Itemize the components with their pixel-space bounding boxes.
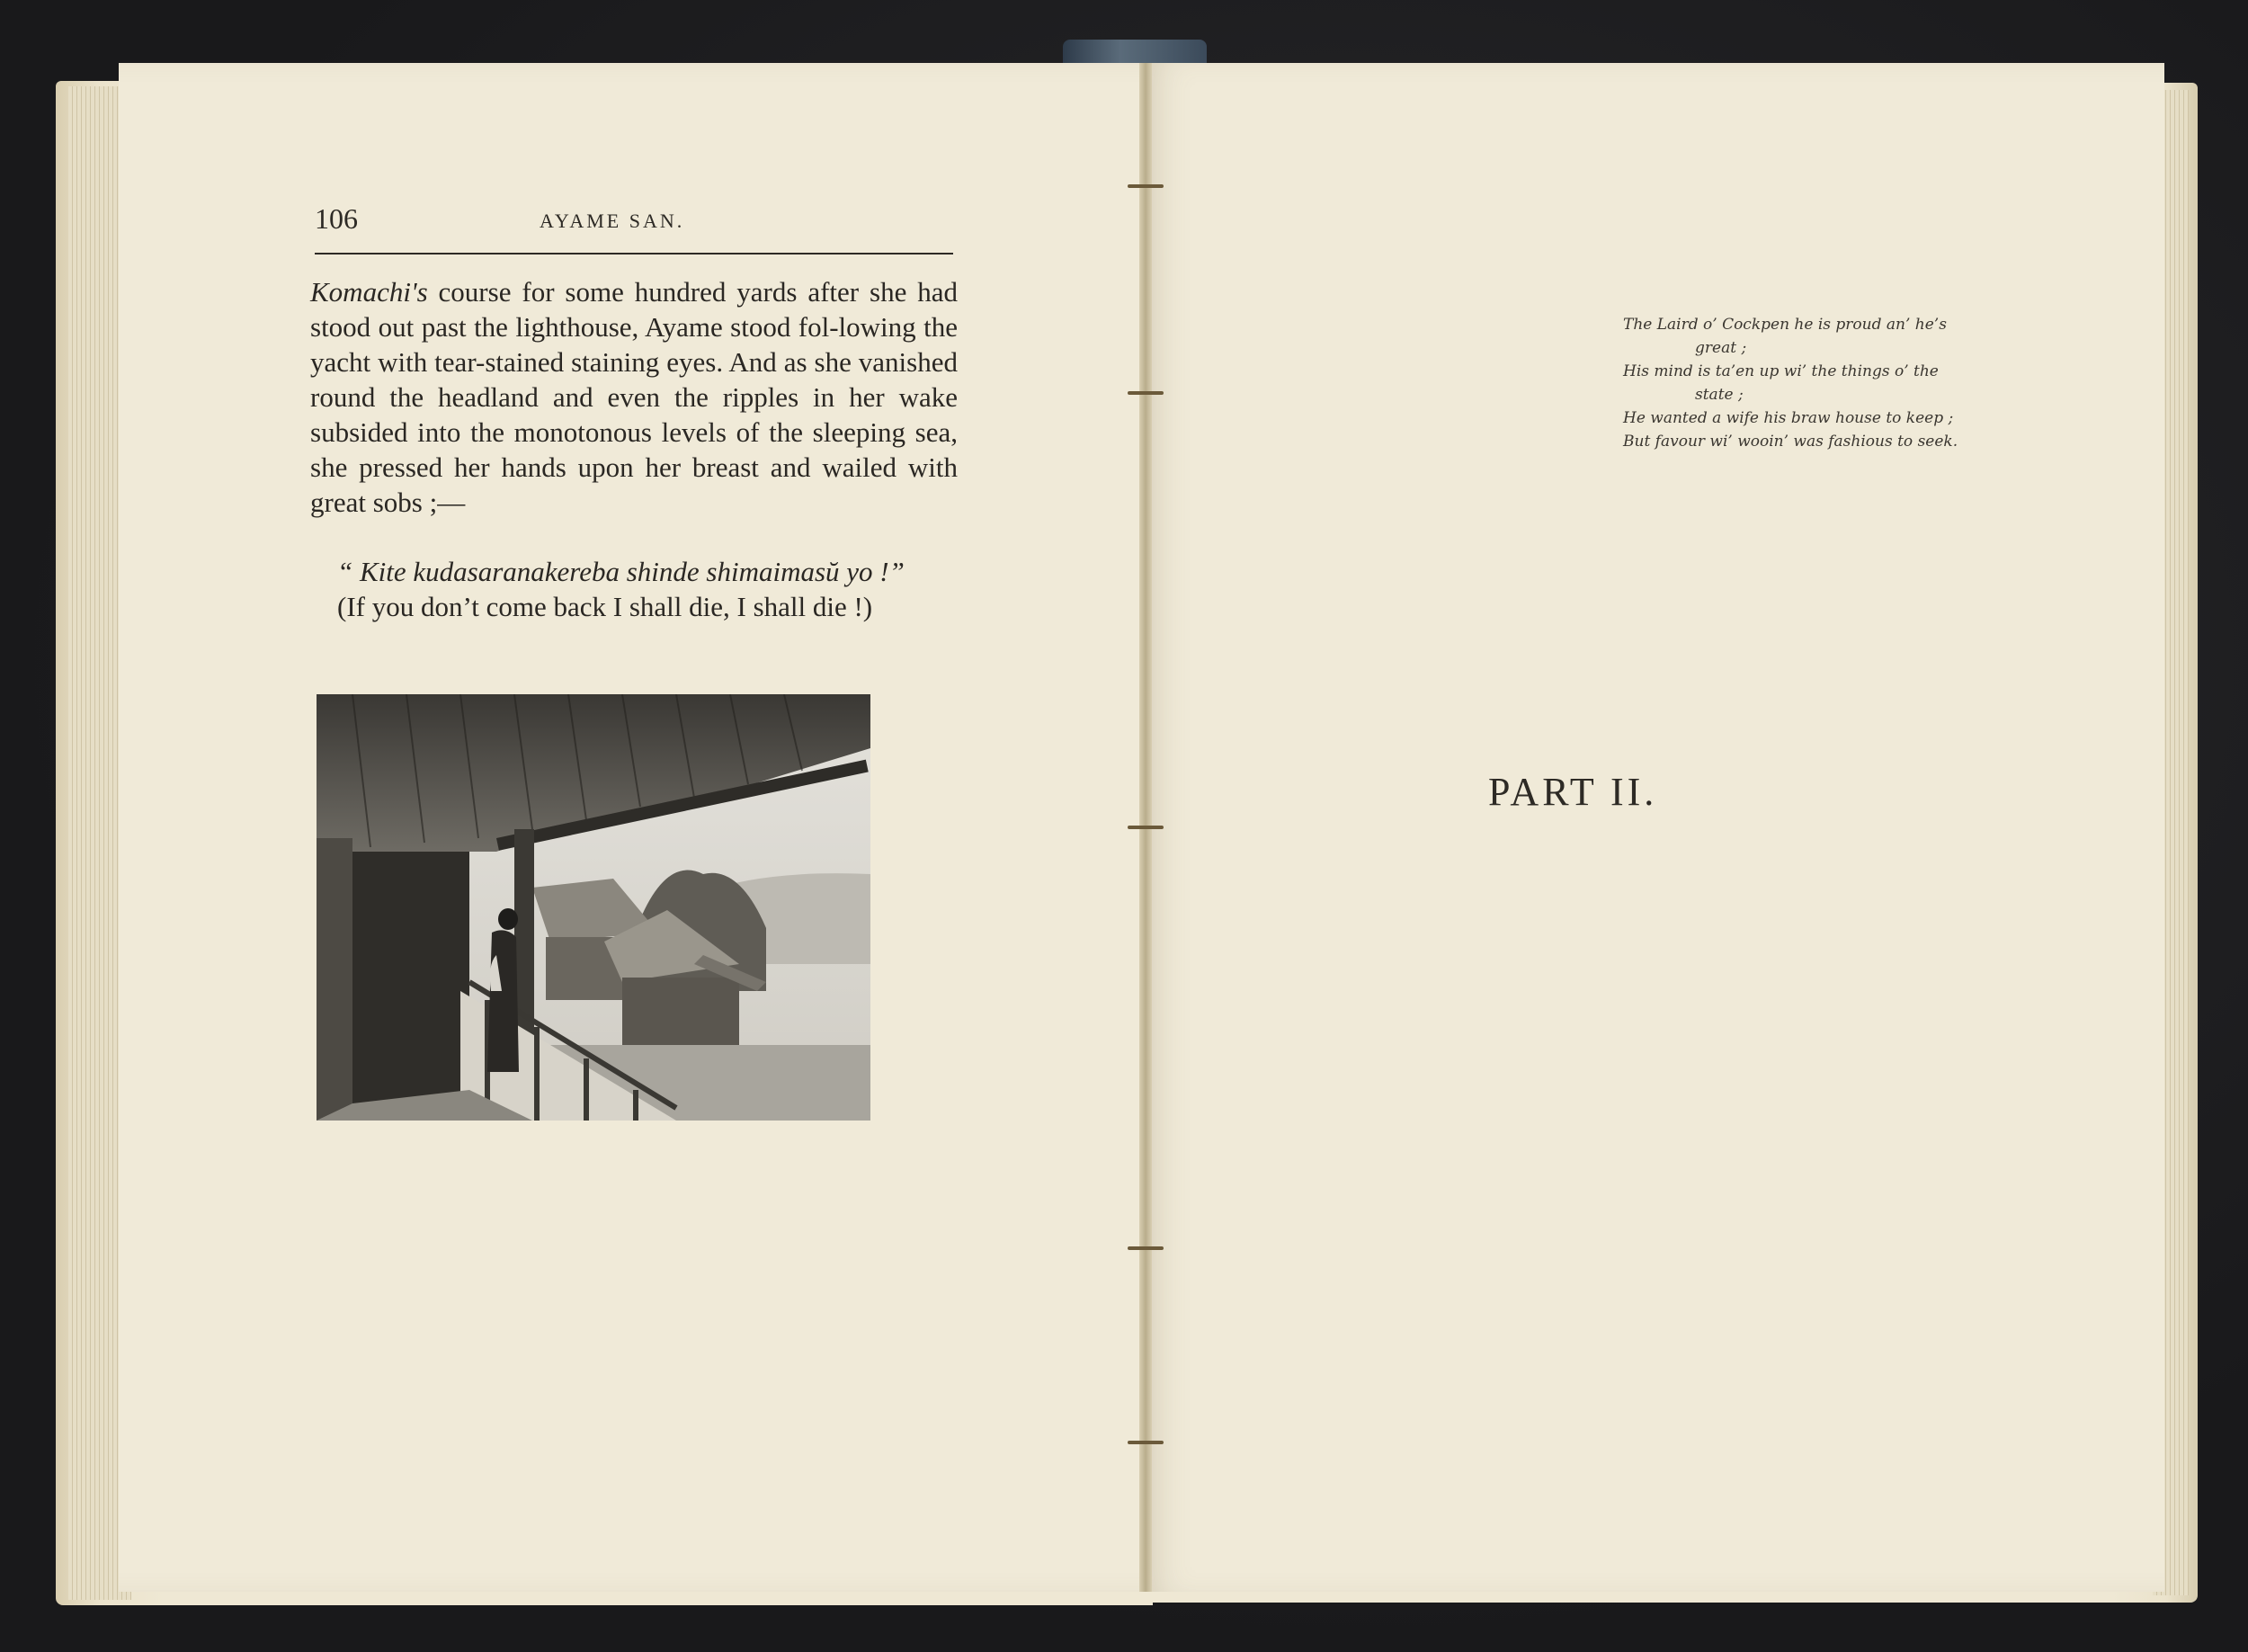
verse-line: The Laird o’ Cockpen he is proud an’ he’s	[1623, 316, 1947, 334]
binding-stitch	[1128, 391, 1164, 395]
part-heading: PART II.	[1488, 770, 1658, 814]
photo-illustration	[317, 694, 870, 1121]
binding-stitch	[1128, 1246, 1164, 1250]
epigraph-verse	[1623, 313, 1983, 453]
right-page	[1144, 63, 2164, 1592]
verse-line: He wanted a wife his braw house to keep ;	[1623, 409, 1954, 427]
binding-stitch	[1128, 184, 1164, 188]
verse-line: great ;	[1695, 339, 1747, 357]
italic-possessive: 's	[410, 276, 428, 308]
running-title: AYAME SAN.	[540, 210, 685, 232]
running-head	[315, 202, 953, 254]
verse-line: His mind is ta’en up wi’ the things o’ the	[1623, 362, 1939, 380]
binding-stitch	[1128, 1441, 1164, 1444]
page-number: 106	[315, 202, 358, 235]
japanese-quote: “ Kite kudasaranakereba shinde shimaimasŭ yo !”	[337, 556, 905, 587]
italic-ship-name: Komachi	[310, 276, 411, 308]
binding-stitch	[1128, 826, 1164, 829]
veranda-photograph	[317, 694, 870, 1121]
verse-line: But favour wi’ wooin’ was fashious to seek.	[1623, 433, 1958, 451]
verse-line: state ;	[1695, 386, 1744, 404]
paragraph-text: course for some hundred yards after she had stood out past the lighthouse, Ayame stood fol-lowing the yacht with tear-stained staining eyes. And as she vanished round the headland and even the ripples in her wake subsided into the monotonous levels of the sleeping sea, she pressed her hands upon her breast and wailed with great sobs ;—	[310, 276, 958, 518]
quote-translation: (If you don’t come back I shall die, I shall die !)	[337, 591, 873, 622]
body-paragraph	[310, 274, 958, 520]
